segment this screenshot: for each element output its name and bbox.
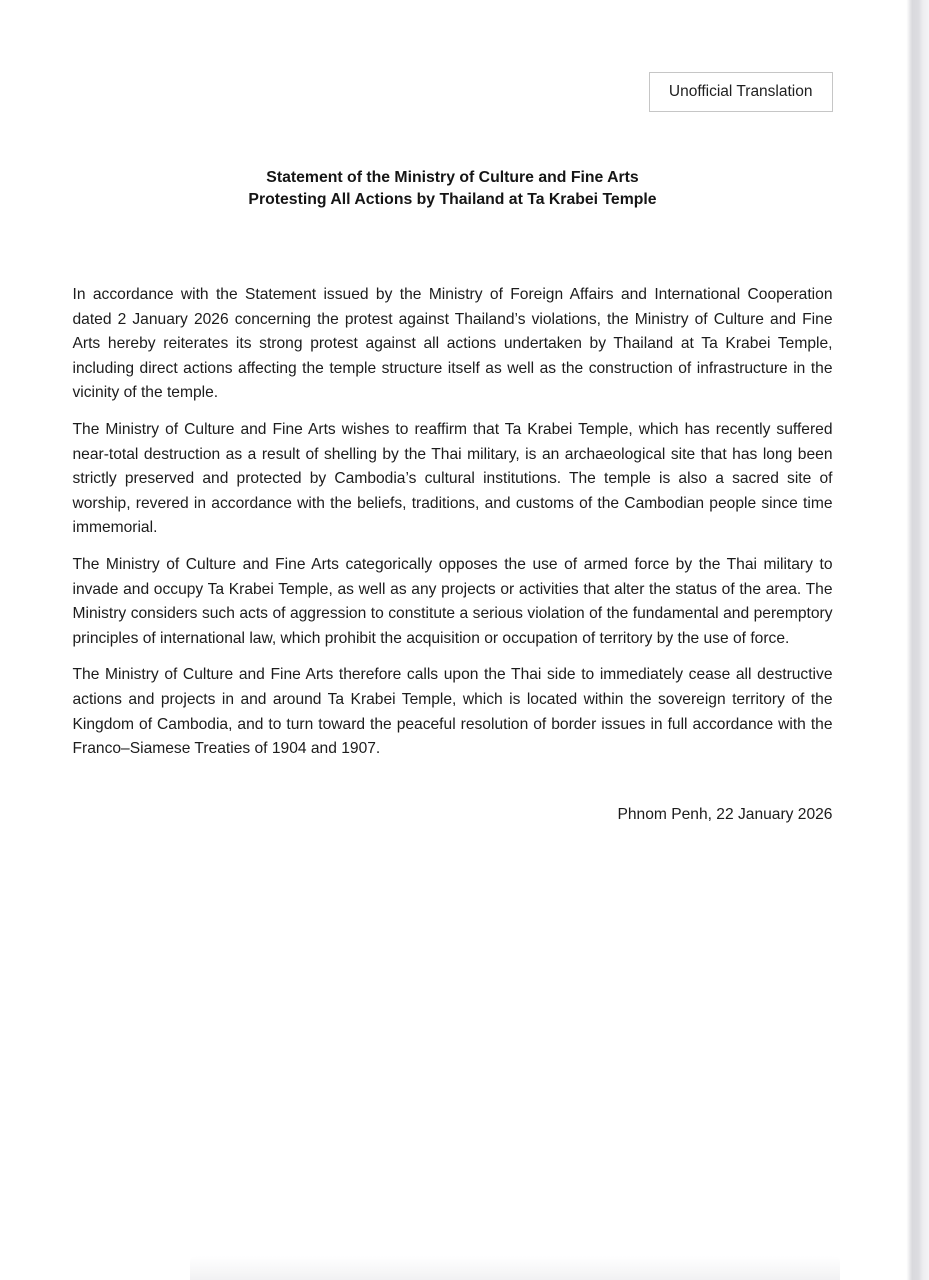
paragraph-4: The Ministry of Culture and Fine Arts therefore calls upon the Thai side to immediately cease all destructive actions and projects in and around Ta Krabei Temple, which is located within the sovereign territory of the Kingdom of Cambodia, and to turn toward the peaceful resolution of border issues in full accordance with the Franco–Siamese Treaties of 1904 and 1907. (72, 666, 833, 758)
document-title-line2: Protesting All Actions by Thailand at Ta Krabei Temple (248, 190, 657, 208)
document-content (73, 0, 833, 824)
vertical-scrollbar[interactable] (905, 0, 929, 1280)
paragraph-1: In accordance with the Statement issued by the Ministry of Foreign Affairs and International Cooperation dated 2 January 2026 concerning the protest against Thailand’s violations, the Ministry of Culture and Fine Arts hereby reiterates its strong protest against all actions undertaken by Thailand at Ta Krabei Temple, including direct actions affecting the temple structure itself as well as the construction of infrastructure in the vicinity of the temple. (72, 286, 833, 402)
document-title (73, 167, 833, 210)
unofficial-translation-badge: Unofficial Translation (649, 72, 833, 112)
document-title-line1: Statement of the Ministry of Culture and Fine Arts (266, 169, 639, 186)
document-body (73, 283, 833, 762)
paragraph-2: The Ministry of Culture and Fine Arts wishes to reaffirm that Ta Krabei Temple, which has recently suffered near-total destruction as a result of shelling by the Thai military, is an archaeological site that has long been strictly preserved and protected by Cambodia’s cultural institutions. The temple is also a sacred site of worship, revered in accordance with the beliefs, traditions, and customs of the Cambodian people since time immemorial. (72, 420, 833, 537)
place-date-line: Phnom Penh, 22 January 2026 (617, 805, 833, 823)
paragraph-3: The Ministry of Culture and Fine Arts categorically opposes the use of armed force by the Thai military to invade and occupy Ta Krabei Temple, as well as any projects or activities that alter the status of the area. The Ministry considers such acts of aggression to constitute a serious violation of the fundamental and peremptory principles of international law, which prohibit the acquisition or occupation of territory by the use of force. (72, 555, 833, 647)
next-page-edge-shadow (190, 1256, 840, 1280)
